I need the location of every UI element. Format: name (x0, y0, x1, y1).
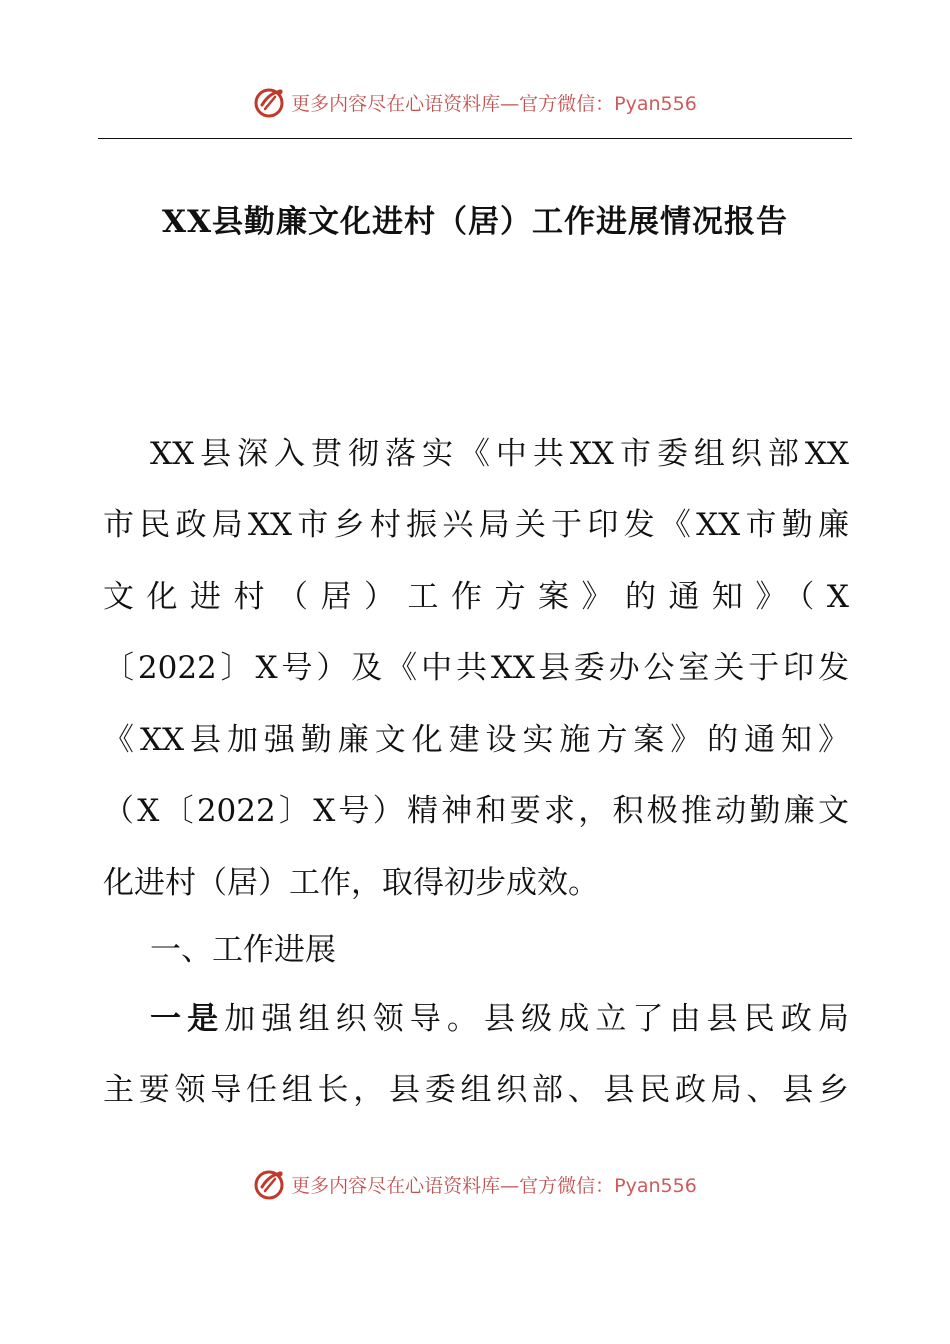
section-heading: 一、工作进展 (150, 932, 336, 968)
wechat-id: Pyan556 (614, 92, 697, 115)
banner-text: 更多内容尽在心语资料库—官方微信：Pyan556 (291, 92, 697, 115)
logo-icon (253, 85, 287, 119)
paragraph-line: XX县深入贯彻落实《中共XX市委组织部XX (150, 436, 849, 472)
header-divider (98, 138, 852, 139)
paragraph-line: （X〔2022〕X号）精神和要求，积极推动勤廉文 (103, 793, 849, 829)
paragraph-line: 〔2022〕X号）及《中共XX县委办公室关于印发 (103, 650, 849, 686)
paragraph-line: 文化进村（居）工作方案》的通知》（X (103, 579, 849, 615)
paragraph-line: 主要领导任组长，县委组织部、县民政局、县乡 (103, 1072, 849, 1108)
wechat-id: Pyan556 (614, 1174, 697, 1197)
paragraph-line: 市民政局XX市乡村振兴局关于印发《XX市勤廉 (103, 507, 849, 543)
logo-icon (253, 1167, 287, 1201)
page-title: XX县勤廉文化进村（居）工作进展情况报告 (161, 204, 789, 240)
paragraph-line: 化进村（居）工作，取得初步成效。 (103, 865, 599, 901)
paragraph-line: 《XX县加强勤廉文化建设实施方案》的通知》 (103, 722, 849, 758)
item-lead: 一是 (150, 1001, 225, 1037)
item-text: 加强组织领导。县级成立了由县民政局 (224, 1001, 850, 1037)
header-banner (0, 82, 950, 122)
banner-text: 更多内容尽在心语资料库—官方微信：Pyan556 (291, 1174, 697, 1197)
paragraph-line (150, 996, 849, 1042)
footer-banner (0, 1164, 950, 1204)
